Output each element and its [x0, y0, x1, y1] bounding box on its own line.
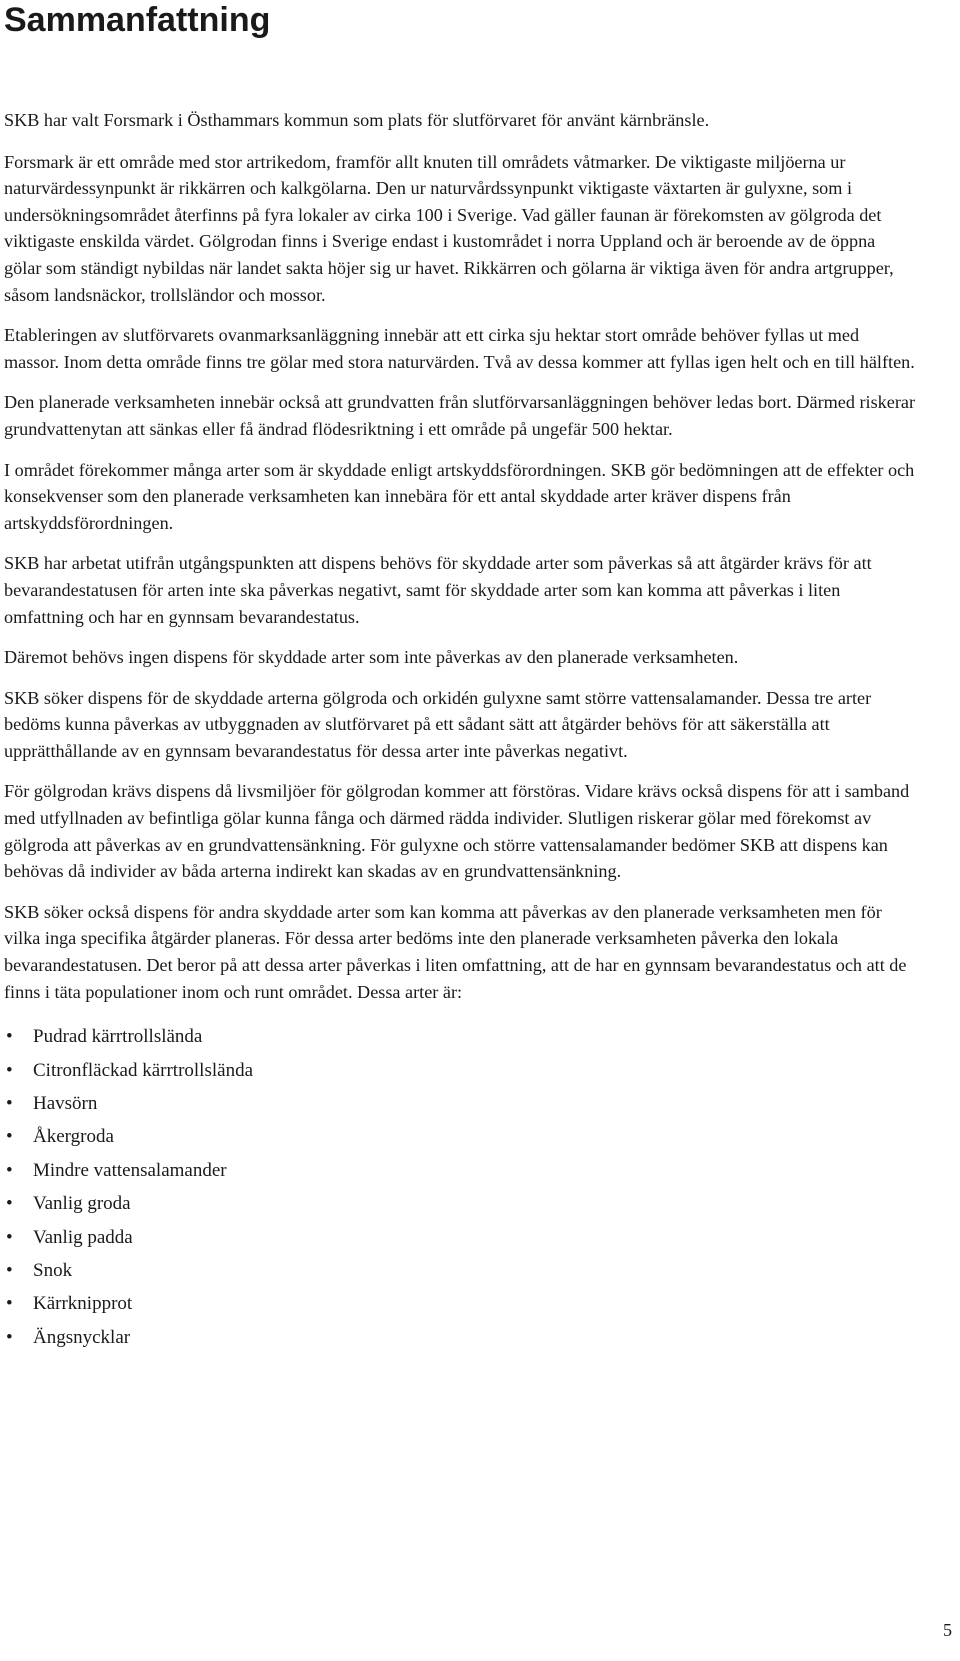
- list-item: • Ängsnycklar: [4, 1321, 916, 1354]
- bullet-icon: •: [6, 1193, 13, 1215]
- document-body: [4, 107, 916, 1005]
- page-number: 5: [943, 1620, 952, 1640]
- list-item: • Citronfläckad kärrtrollslända: [4, 1054, 916, 1087]
- list-item: • Mindre vattensalamander: [4, 1154, 916, 1187]
- paragraph-intro: SKB har valt Forsmark i Östhammars kommun som plats för slutförvaret för använt kärnbränsle.: [4, 110, 710, 130]
- paragraph-establishment: Etableringen av slutförvarets ovanmarksanläggning innebär att ett cirka sju hektar stort område behöver fyllas ut med massor. Inom detta område finns tre gölar med stora naturvärden. Två av dessa kommer att fyllas igen helt och en till hälften.: [4, 325, 915, 372]
- list-item: • Vanlig padda: [4, 1221, 916, 1254]
- paragraph-other-species: SKB söker också dispens för andra skyddade arter som kan komma att påverkas av den planerade verksamheten men för vilka inga specifika åtgärder planeras. För dessa arter bedöms inte den planerade verksamheten påverka den lokala bevarandestatusen. Det beror på att dessa arter påverkas i liten omfattning, att de har en gynnsam bevarandestatus och att de finns i täta populationer inom och runt området. Dessa arter är:: [4, 901, 907, 1002]
- paragraph-protected-species: I området förekommer många arter som är skyddade enligt artskyddsförordningen. SKB gör bedömningen att de effekter och konsekvenser som den planerade verksamheten kan innebära för ett antal skyddade arter kräver dispens från artskyddsförordningen.: [4, 459, 915, 533]
- paragraph-groundwater: Den planerade verksamheten innebär också att grundvatten från slutförvarsanläggningen behöver ledas bort. Därmed riskerar grundvattenytan att sänkas eller få ändrad flödesriktning i ett område på ungefär 500 hektar.: [4, 392, 916, 439]
- paragraph-dispensation-three-species: SKB söker dispens för de skyddade arterna gölgroda och orkidén gulyxne samt större vattensalamander. Dessa tre arter bedöms kunna påverkas av utbyggnaden av slutförvaret på ett sådant sätt att åtgärder behövs för att säkerställa att upprätthållande av en gynnsam bevarandestatus för dessa arter inte påverkas negativt.: [4, 687, 872, 761]
- paragraph-starting-point: SKB har arbetat utifrån utgångspunkten att dispens behövs för skyddade arter som påverkas så att åtgärder krävs för att bevarandestatusen för arten inte ska påverkas negativt, samt för skyddade arter som kan komma att påverkas i liten omfattning och har en gynnsam bevarandestatus.: [4, 553, 872, 627]
- species-list: [4, 1020, 916, 1354]
- bullet-icon: •: [6, 1326, 13, 1348]
- bullet-icon: •: [6, 1293, 13, 1315]
- paragraph-no-dispensation: Däremot behövs ingen dispens för skyddade arter som inte påverkas av den planerade verksamheten.: [4, 647, 739, 668]
- bullet-icon: •: [6, 1260, 13, 1282]
- list-item: • Snok: [4, 1254, 916, 1287]
- list-item: • Vanlig groda: [4, 1187, 916, 1220]
- bullet-icon: •: [6, 1126, 13, 1148]
- paragraph-forsmark-nature: Forsmark är ett område med stor artrikedom, framför allt knuten till områdets våtmarker. De viktigaste miljöerna ur naturvärdessynpunkt är rikkärren och kalkgölarna. Den ur naturvårdssynpunkt viktigaste växtarten är gulyxne, som i undersökningsområdet återfinns på fyra lokaler av cirka 100 i Sverige. Vad gäller faunan är förekomsten av gölgroda det viktigaste enskilda värdet. Gölgrodan finns i Sverige endast i kustområdet i norra Uppland och är beroende av de öppna gölar som ständigt nybildas när landet sakta höjer sig ur havet. Rikkärren och gölarna är viktiga även för andra artgrupper, såsom landsnäckor, trollsländor och mossor.: [4, 151, 894, 305]
- page-title: Sammanfattning: [4, 1, 271, 39]
- bullet-icon: •: [6, 1026, 13, 1048]
- list-item: • Pudrad kärrtrollslända: [4, 1020, 916, 1053]
- paragraph-golgroda: För gölgrodan krävs dispens då livsmiljöer för gölgrodan kommer att förstöras. Vidare krävs också dispens för att i samband med utfyllnaden av befintliga gölar kunna fånga och därmed rädda individer. Slutligen riskerar gölar med förekomst av gölgroda att påverkas av en grundvattensänkning. För gulyxne och större vattensalamander bedömer SKB att dispens kan behövas då individer av båda arterna indirekt kan skadas av en grundvattensänkning.: [4, 781, 910, 882]
- bullet-icon: •: [6, 1159, 13, 1181]
- bullet-icon: •: [6, 1226, 13, 1248]
- list-item: • Kärrknipprot: [4, 1287, 916, 1320]
- bullet-icon: •: [6, 1093, 13, 1115]
- list-item: • Åkergroda: [4, 1120, 916, 1153]
- list-item: • Havsörn: [4, 1087, 916, 1120]
- document-page: [4, 0, 916, 1353]
- bullet-icon: •: [6, 1059, 13, 1081]
